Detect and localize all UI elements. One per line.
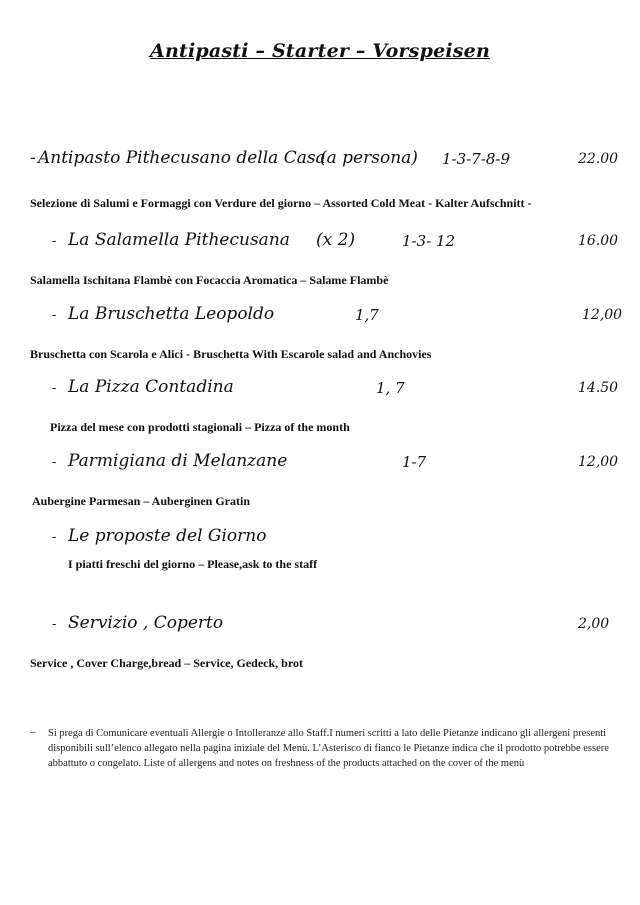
item-name: La Salamella Pithecusana [68, 230, 290, 250]
item-prefix: - [52, 234, 57, 249]
item-name: La Bruschetta Leopoldo [68, 304, 275, 324]
item-description: I piatti freschi del giorno – Please,ask to the staff [68, 557, 318, 571]
item-allergens: 1-7 [402, 453, 427, 471]
item-prefix: - [52, 530, 57, 545]
menu-item-parmigiana [0, 451, 640, 479]
item-allergens: 1-3- 12 [402, 232, 456, 250]
item-price: 14.50 [578, 380, 619, 396]
item-name: Le proposte del Giorno [68, 526, 267, 546]
item-prefix: - [52, 308, 57, 323]
item-description: Selezione di Salumi e Formaggi con Verdure del giorno – Assorted Cold Meat - Kalter Aufschnitt - [30, 196, 532, 210]
item-name: La Pizza Contadina [68, 377, 234, 397]
item-prefix: - [52, 617, 57, 632]
item-name: Parmigiana di Melanzane [68, 451, 288, 471]
menu-item-pizza [0, 377, 640, 405]
item-allergens: 1,7 [355, 306, 379, 324]
menu-item-salamella [0, 230, 640, 258]
footnote-dash: – [30, 726, 36, 738]
item-prefix: - [52, 381, 57, 396]
item-qualifier: (x 2) [316, 230, 356, 250]
item-prefix: - [30, 148, 36, 168]
item-price: 16.00 [578, 233, 619, 249]
item-qualifier: (a persona) [320, 148, 418, 168]
item-prefix: - [52, 455, 57, 470]
item-price: 12,00 [582, 307, 623, 323]
item-price: 12,00 [578, 454, 619, 470]
item-name: Servizio , Coperto [68, 613, 224, 633]
item-description: Salamella Ischitana Flambè con Focaccia Aromatica – Salame Flambè [30, 273, 389, 287]
menu-item-antipasto [0, 148, 640, 176]
menu-item-proposte [0, 526, 640, 554]
allergen-footnote: Si prega di Comunicare eventuali Allergie o Intolleranze allo Staff.I numeri scritti a lato delle Pietanze indicano gli allergeni presenti disponibili sull’elenco allegato nella pagina iniziale del Menù. L’Asterisco di fianco le Pietanze indica che il prodotto potrebbe essere abbattuto o congelato. Liste of allergens and notes on freshness of the products attached on the cover of the menù [48, 728, 609, 769]
item-price: 22.00 [578, 151, 619, 167]
menu-item-servizio [0, 613, 640, 641]
item-description: Aubergine Parmesan – Auberginen Gratin [32, 494, 250, 508]
item-allergens: 1, 7 [376, 379, 405, 397]
item-description: Pizza del mese con prodotti stagionali – Pizza of the month [50, 420, 350, 434]
item-description: Bruschetta con Scarola e Alici - Bruschetta With Escarole salad and Anchovies [30, 347, 432, 361]
item-price: 2,00 [578, 616, 610, 632]
item-description: Service , Cover Charge,bread – Service, Gedeck, brot [30, 656, 303, 670]
menu-item-bruschetta [0, 304, 640, 332]
page-title: Antipasti – Starter – Vorspeisen [150, 40, 490, 62]
item-allergens: 1-3-7-8-9 [442, 150, 510, 168]
item-name: Antipasto Pithecusano della Casa [38, 148, 326, 168]
